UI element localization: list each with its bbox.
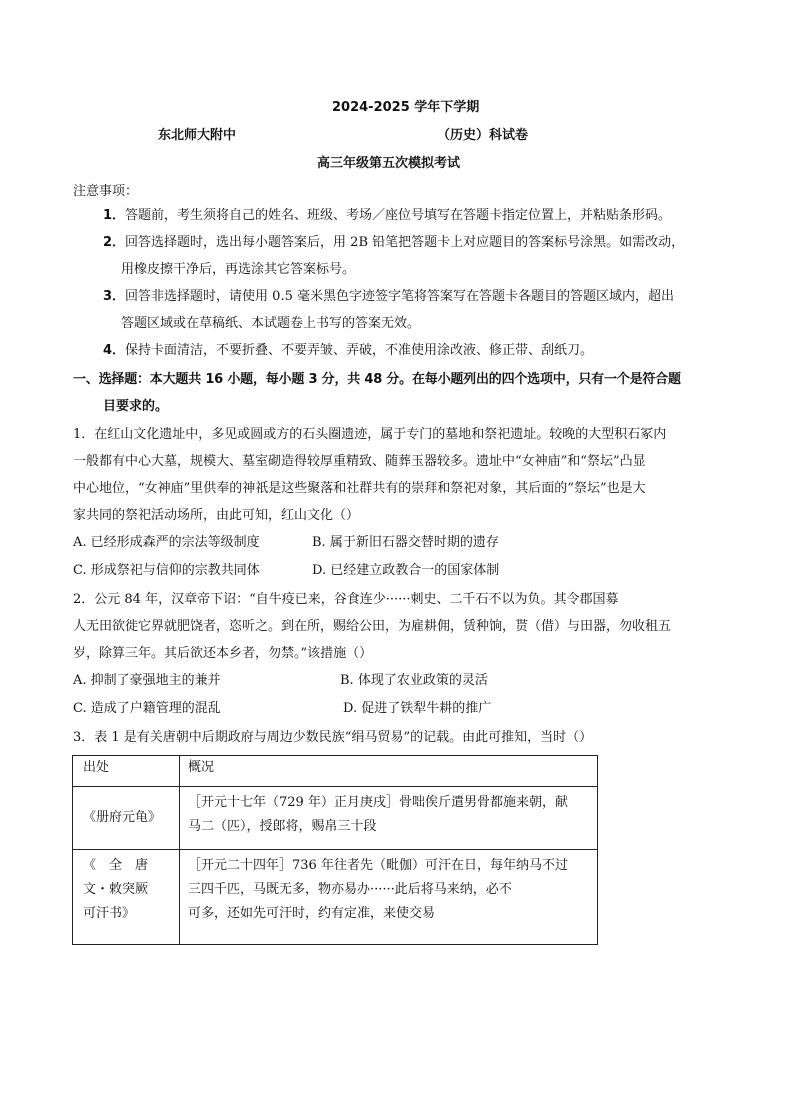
section-1-heading-cont: 目要求的。 (103, 399, 169, 414)
year-line: 2024-2025 学年下学期 (332, 100, 480, 115)
notice-item-3-num: 3． (103, 289, 126, 304)
table-cell-source (73, 850, 180, 945)
table-row (73, 787, 598, 850)
section-1-heading: 一、选择题：本大题共 16 小题，每小题 3 分，共 48 分。在每小题列出的四个选项中，只有一个是符合题 (73, 372, 681, 387)
subject-name: （历史）科试卷 (437, 128, 529, 143)
notice-item-4-line-1: 保持卡面清洁，不要折叠、不要弄皱、弄破，不准使用涂改液、修正带、刮纸刀。 (125, 343, 594, 358)
q2-stem-line-3: 岁，除算三年。其后欲还本乡者，勿禁。”该措施（） (73, 646, 373, 661)
notice-item-3-line-1: 回答非选择题时，请使用 0.5 毫米黑色字迹签字笔将答案写在答题卡各题目的答题区域内，超出 (125, 289, 674, 304)
table-row (73, 850, 598, 945)
q1-option-b: B. 属于新旧石器交替时期的遗存 (312, 535, 499, 550)
q3-source-table (72, 755, 598, 945)
summary-line: 可多，还如先可汗时，约有定准，来使交易 (188, 906, 436, 921)
notice-item-2 (103, 234, 755, 252)
notice-item-2-line-2: 用橡皮擦干净后，再选涂其它答案标号。 (121, 262, 356, 277)
source-line: 可汗书》 (83, 906, 136, 921)
notice-item-1 (103, 207, 755, 225)
notice-item-1-line-1: 答题前，考生须将自己的姓名、班级、考场／座位号填写在答题卡指定位置上，并粘贴条形码。 (125, 208, 672, 223)
notice-item-1-num: 1． (103, 208, 126, 223)
notice-item-2-line-1: 回答选择题时，选出每小题答案后，用 2B 铅笔把答题卡上对应题目的答案标号涂黑。如需改动， (125, 235, 685, 250)
q2-option-b: B. 体现了农业政策的灵活 (340, 673, 488, 688)
summary-line: 马二（匹），授郎将，赐帛三十段 (188, 819, 377, 834)
table-header-row (73, 756, 598, 787)
notice-title: 注意事项： (73, 184, 139, 199)
notice-item-4-num: 4． (103, 343, 126, 358)
source-line: 文・敕突厥 (83, 882, 149, 897)
table-cell-source (73, 787, 180, 850)
notice-item-3-line-2: 答题区域或在草稿纸、本试题卷上书写的答案无效。 (121, 316, 421, 331)
summary-line: 三四千匹，马既无多，物亦易办······此后将马来纳，必不 (188, 882, 512, 897)
q2-option-c: C. 造成了户籍管理的混乱 (73, 701, 221, 716)
q1-option-a: A. 已经形成森严的宗法等级制度 (73, 535, 260, 550)
table-header-summary: 概况 (180, 756, 598, 787)
notice-item-3 (103, 288, 755, 306)
table-cell-summary (180, 850, 598, 945)
q1-stem-line-2: 一般都有中心大墓，规模大、墓室砌造得较厚重精致、随葬玉器较多。遗址中“女神庙”和“祭坛”凸显 (73, 454, 646, 469)
q1-stem-line-3: 中心地位，“女神庙”里供奉的神祇是这些聚落和社群共有的崇拜和祭祀对象，其后面的“祭坛”也是大 (73, 481, 646, 496)
q2-option-d: D. 促进了铁犁牛耕的推广 (343, 701, 492, 716)
q2-stem-line-2: 人无田欲徙它界就肥饶者，恣听之。到在所，赐给公田，为雇耕佣，赁种饷，贳（借）与田器，勿收租五 (73, 619, 672, 634)
school-name: 东北师大附中 (158, 128, 237, 143)
table-cell-summary (180, 787, 598, 850)
q2-option-a: A. 抑制了豪强地主的兼并 (73, 673, 221, 688)
notice-item-2-num: 2． (103, 235, 126, 250)
q1-option-c: C. 形成祭祀与信仰的宗教共同体 (73, 563, 260, 578)
source-line: 《 全 唐 (83, 858, 149, 873)
notice-item-4 (103, 342, 755, 360)
q3-stem: 3．表 1 是有关唐朝中后期政府与周边少数民族“绢马贸易”的记载。由此可推知，当时（） (73, 730, 593, 745)
q1-stem-line-4: 家共同的祭祀活动场所，由此可知，红山文化（） (73, 508, 360, 523)
summary-line: ［开元二十四年］736 年往者先（毗伽）可汗在日，每年纳马不过 (188, 858, 568, 873)
q1-option-d: D. 已经建立政教合一的国家体制 (312, 563, 500, 578)
source-line: 《册府元龟》 (83, 810, 162, 825)
table-header-source: 出处 (73, 756, 180, 787)
summary-line: ［开元十七年（729 年）正月庚戌］骨咄俟斤遣男骨都施来朝，献 (188, 795, 568, 810)
q1-stem-line-1: 1．在红山文化遗址中，多见或圆或方的石头圈遗迹，属于专门的墓地和祭祀遗址。较晚的大型积石冢内 (73, 427, 667, 442)
exam-title: 高三年级第五次模拟考试 (317, 156, 461, 171)
q2-stem-line-1: 2．公元 84 年，汉章帝下诏：“自牛疫已来，谷食连少······刺史、二千石不以为负。其令郡国募 (73, 592, 619, 607)
